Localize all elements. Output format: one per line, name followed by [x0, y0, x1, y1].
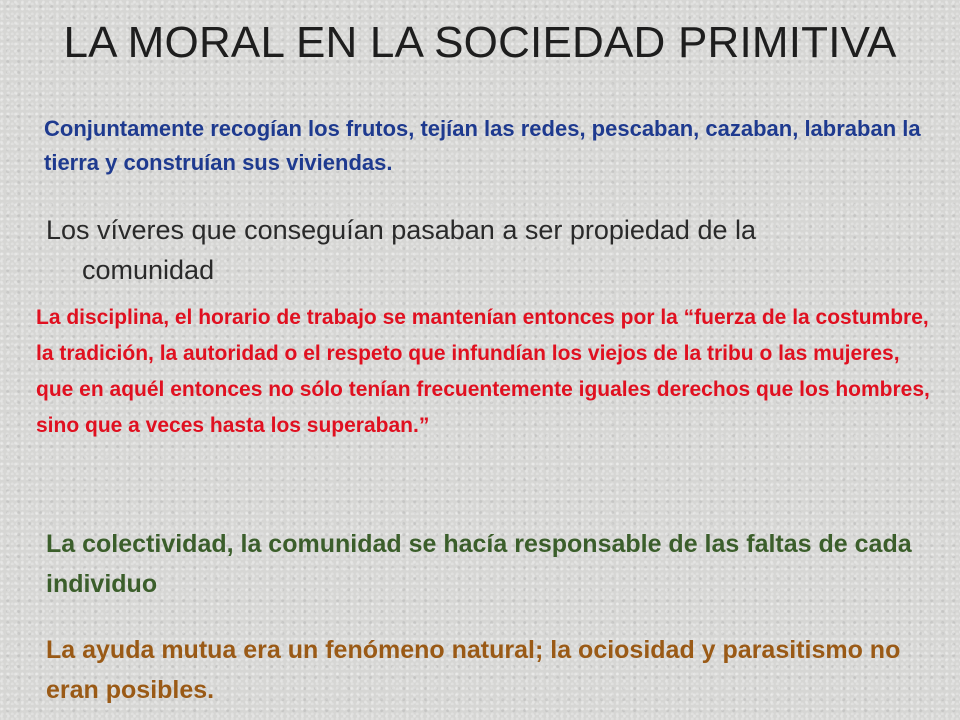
slide-title: LA MORAL EN LA SOCIEDAD PRIMITIVA [63, 18, 897, 67]
paragraph-discipline-quote: La disciplina, el horario de trabajo se mantenían entonces por la “fuerza de la costumbre, la tradición, la autoridad o el respeto que infundían los viejos de la tribu o las mujeres, que en aquél entonces no sólo tenían frecuentemente iguales derechos que los hombres, sino que a veces hasta los superaban.” [36, 306, 930, 437]
paragraph-collective-responsibility: La colectividad, la comunidad se hacía responsable de las faltas de cada individuo [46, 530, 912, 598]
paragraph-property-line1: Los víveres que conseguían pasaban a ser propiedad de la [46, 215, 757, 245]
paragraph-property-line2: comunidad [82, 255, 215, 285]
paragraph-collective-work: Conjuntamente recogían los frutos, tejían las redes, pescaban, cazaban, labraban la tierra y construían sus viviendas. [44, 116, 921, 175]
paragraph-mutual-aid: La ayuda mutua era un fenómeno natural; la ociosidad y parasitismo no eran posibles. [46, 636, 901, 704]
paragraph-property [46, 210, 926, 290]
